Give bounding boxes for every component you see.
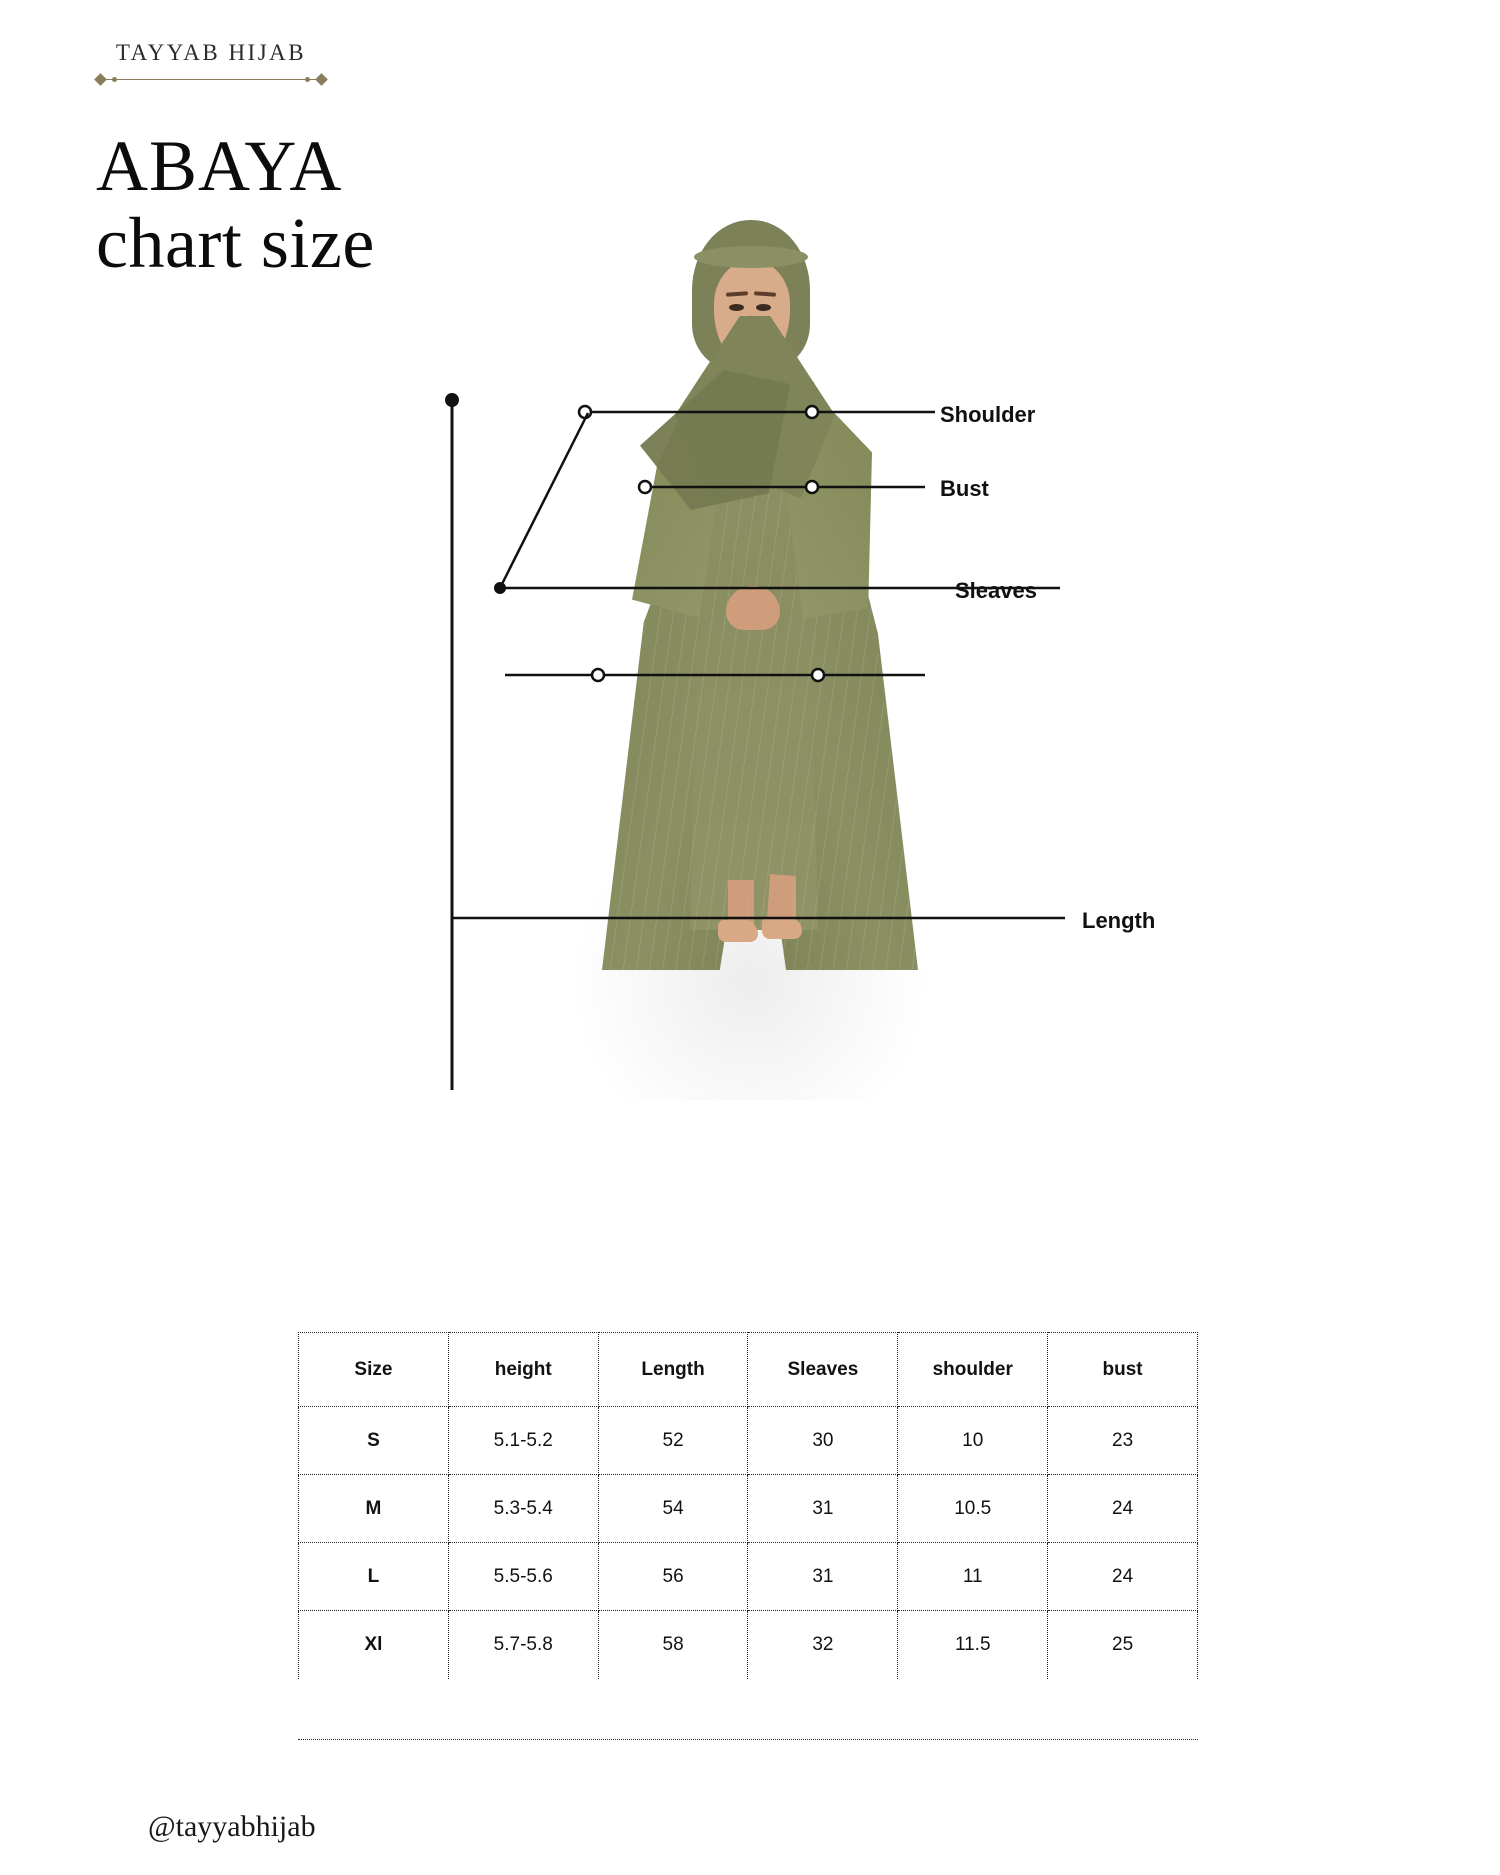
cell-length: 54 (598, 1475, 748, 1543)
cell-bust: 24 (1048, 1543, 1198, 1611)
cell-size: S (299, 1407, 449, 1475)
cell-length: 56 (598, 1543, 748, 1611)
column-header-shoulder: shoulder (898, 1333, 1048, 1407)
measurement-diagram (0, 330, 1500, 1090)
column-header-size: Size (299, 1333, 449, 1407)
cell-shoulder: 10 (898, 1407, 1048, 1475)
table-bottom-border (298, 1739, 1198, 1740)
table-row (299, 1543, 1198, 1611)
cell-size: Xl (299, 1611, 449, 1679)
cell-height: 5.3-5.4 (448, 1475, 598, 1543)
column-header-bust: bust (1048, 1333, 1198, 1407)
brand-name: TAYYAB HIJAB (115, 40, 307, 65)
callout-lines (0, 330, 1500, 1090)
table-header-row (299, 1333, 1198, 1407)
size-chart-table (298, 1332, 1198, 1679)
table-row (299, 1611, 1198, 1679)
cell-sleaves: 31 (748, 1475, 898, 1543)
brand-header (96, 40, 326, 85)
cell-shoulder: 11.5 (898, 1611, 1048, 1679)
cell-shoulder: 10.5 (898, 1475, 1048, 1543)
diamond-rule-ornament-icon (96, 73, 326, 85)
callout-label-length: Length (1082, 908, 1156, 933)
callout-label-shoulder: Shoulder (940, 402, 1036, 427)
cell-sleaves: 31 (748, 1543, 898, 1611)
page-title (96, 126, 375, 285)
size-chart-table-wrapper (298, 1332, 1198, 1740)
cell-height: 5.7-5.8 (448, 1611, 598, 1679)
page-title-line-2: chart size (96, 203, 375, 283)
cell-size: L (299, 1543, 449, 1611)
cell-length: 58 (598, 1611, 748, 1679)
cell-length: 52 (598, 1407, 748, 1475)
cell-size: M (299, 1475, 449, 1543)
social-handle: @tayyabhijab (148, 1810, 316, 1843)
callout-label-sleaves: Sleaves (955, 578, 1037, 603)
cell-bust: 23 (1048, 1407, 1198, 1475)
column-header-sleaves: Sleaves (748, 1333, 898, 1407)
cell-height: 5.5-5.6 (448, 1543, 598, 1611)
column-header-length: Length (598, 1333, 748, 1407)
cell-sleaves: 30 (748, 1407, 898, 1475)
column-header-height: height (448, 1333, 598, 1407)
table-row (299, 1407, 1198, 1475)
callout-label-bust: Bust (940, 476, 989, 501)
cell-bust: 25 (1048, 1611, 1198, 1679)
page-title-line-1: ABAYA (96, 126, 343, 206)
cell-bust: 24 (1048, 1475, 1198, 1543)
cell-shoulder: 11 (898, 1543, 1048, 1611)
table-row (299, 1475, 1198, 1543)
cell-sleaves: 32 (748, 1611, 898, 1679)
cell-height: 5.1-5.2 (448, 1407, 598, 1475)
